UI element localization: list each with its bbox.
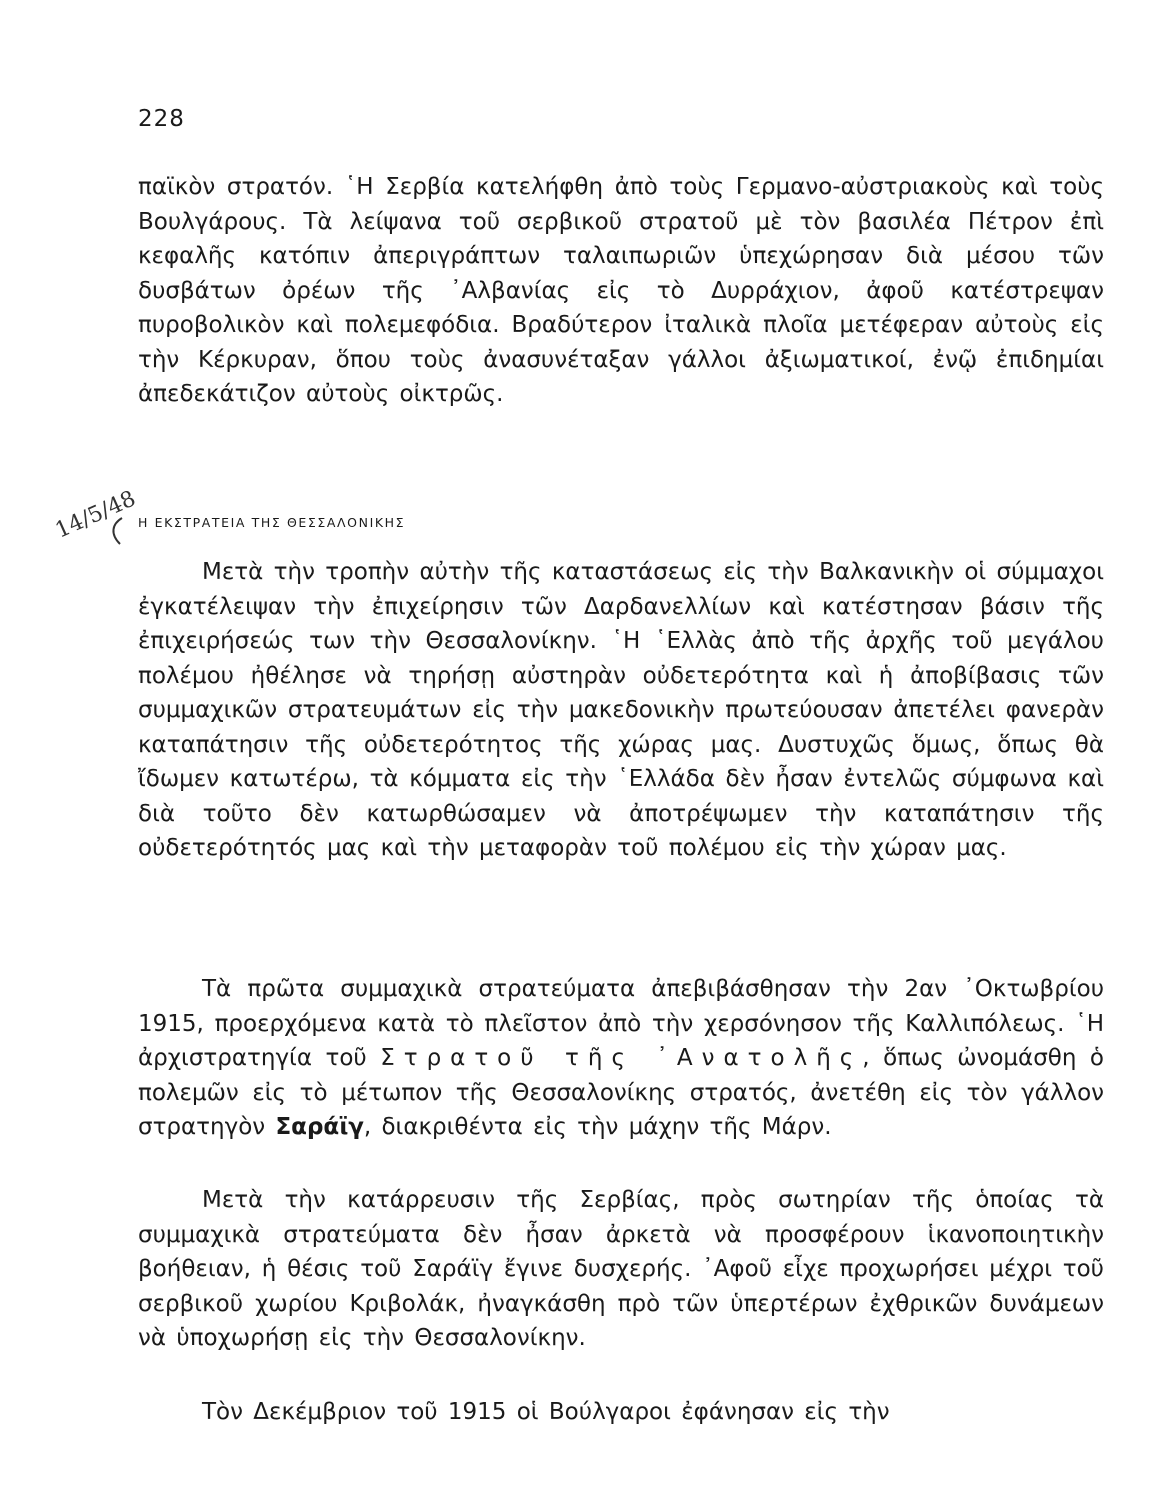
margin-note-text: 14/5/48 xyxy=(51,486,140,544)
page-number: 228 xyxy=(138,106,185,132)
paragraph-3-part-e: , διακριθέντα εἰς τὴν μάχην τῆς Μάρν. xyxy=(363,1114,832,1140)
paragraph-5: Τὸν Δεκέμβριον τοῦ 1915 οἱ Βούλγαροι ἐφάνησαν εἰς τὴν xyxy=(202,1399,890,1425)
paragraph-2: Μετὰ τὴν τροπὴν αὐτὴν τῆς καταστάσεως εἰς τὴν Βαλκανικὴν οἱ σύμμαχοι ἐγκατέλειψαν τὴν ἐπιχείρησιν τῶν Δαρδανελλίων καὶ κατέστησαν βάσιν τῆς ἐπιχειρήσεώς των τὴν Θεσσαλονίκην. ῾Η ῾Ελλὰς ἀπὸ τῆς ἀρχῆς τοῦ μεγάλου πολέμου ἠθέλησε νὰ τηρήσῃ αὐστηρὰν οὐδετερότητα καὶ ἡ ἀποβίβασις τῶν συμμαχικῶν στρατευμάτων εἰς τὴν μακεδονικὴν πρωτεύουσαν ἀπετέλει φανερὰν καταπάτησιν τῆς οὐδετερότητος τῆς χώρας μας. Δυστυχῶς ὅμως, ὅπως θὰ ἴδωμεν κατωτέρω, τὰ κόμματα εἰς τὴν ῾Ελλάδα δὲν ἦσαν ἐντελῶς σύμφωνα καὶ διὰ τοῦτο δὲν κατωρθώσαμεν νὰ ἀποτρέψωμεν τὴν καταπάτησιν τῆς οὐδετερότητός μας καὶ τὴν μεταφορὰν τοῦ πολέμου εἰς τὴν χώραν μας. xyxy=(138,559,1104,861)
paragraph-3-part-a: Τὰ πρῶτα συμμαχικὰ στρατεύματα ἀπεβιβάσθησαν τὴν 2αν ᾿Οκτωβρίου 1915, προερχόμενα κατὰ τὸ πλεῖστον ἀπὸ τὴν χερσόνησον τῆς Καλλιπόλεως. ῾Η ἀρχιστρατηγία τοῦ xyxy=(138,976,1104,1071)
section-heading: Η ΕΚΣΤΡΑΤΕΙΑ ΤΗΣ ΘΕΣΣΑΛΟΝΙΚΗΣ xyxy=(138,515,406,530)
handwritten-margin-note xyxy=(50,478,150,558)
paragraph-3 xyxy=(138,972,1104,1145)
margin-note-graphic xyxy=(50,478,150,558)
paragraph-1: παϊκὸν στρατόν. ῾Η Σερβία κατελήφθη ἀπὸ τοὺς Γερμανο-αὐστριακοὺς καὶ τοὺς Βουλγάρους. Τὰ λείψανα τοῦ σερβικοῦ στρατοῦ μὲ τὸν βασιλέα Πέτρον ἐπὶ κεφαλῆς κατόπιν ἀπεριγράπτων ταλαιπωριῶν ὑπεχώρησαν διὰ μέσου τῶν δυσβάτων ὀρέων τῆς ᾿Αλβανίας εἰς τὸ Δυρράχιον, ἀφοῦ κατέστρεψαν πυροβολικὸν καὶ πολεμεφόδια. Βραδύτερον ἰταλικὰ πλοῖα μετέφεραν αὐτοὺς εἰς τὴν Κέρκυραν, ὅπου τοὺς ἀνασυνέταξαν γάλλοι ἀξιωματικοί, ἐνῷ ἐπιδημίαι ἀπεδεκάτιζον αὐτοὺς οἰκτρῶς. xyxy=(138,174,1104,407)
paragraph-4: Μετὰ τὴν κατάρρευσιν τῆς Σερβίας, πρὸς σωτηρίαν τῆς ὁποίας τὰ συμμαχικὰ στρατεύματα δὲν ἦσαν ἀρκετὰ νὰ προσφέρουν ἱκανοποιητικὴν βοήθειαν, ἡ θέσις τοῦ Σαράϊγ ἔγινε δυσχερής. ᾿Αφοῦ εἶχε προχωρήσει μέχρι τοῦ σερβικοῦ χωρίου Κριβολάκ, ἠναγκάσθη πρὸ τῶν ὑπερτέρων ἐχθρικῶν δυνάμεων νὰ ὑποχωρήσῃ εἰς τὴν Θεσσαλονίκην. xyxy=(138,1187,1104,1351)
paragraph-3-part-c: , ὅπως ὠνομάσθη ὁ πολεμῶν εἰς τὸ μέτωπον τῆς Θεσσαλονίκης στρατός, ἀνετέθη εἰς τὸν γάλλον στρατηγὸν xyxy=(138,1045,1104,1140)
paragraph-3-bold-general-name: Σαράϊγ xyxy=(275,1114,364,1140)
paragraph-3-spaced-army-name: Στρατοῦ τῆς ᾿Ανατολῆς xyxy=(380,1045,863,1071)
margin-bracket-mark xyxy=(113,518,122,544)
